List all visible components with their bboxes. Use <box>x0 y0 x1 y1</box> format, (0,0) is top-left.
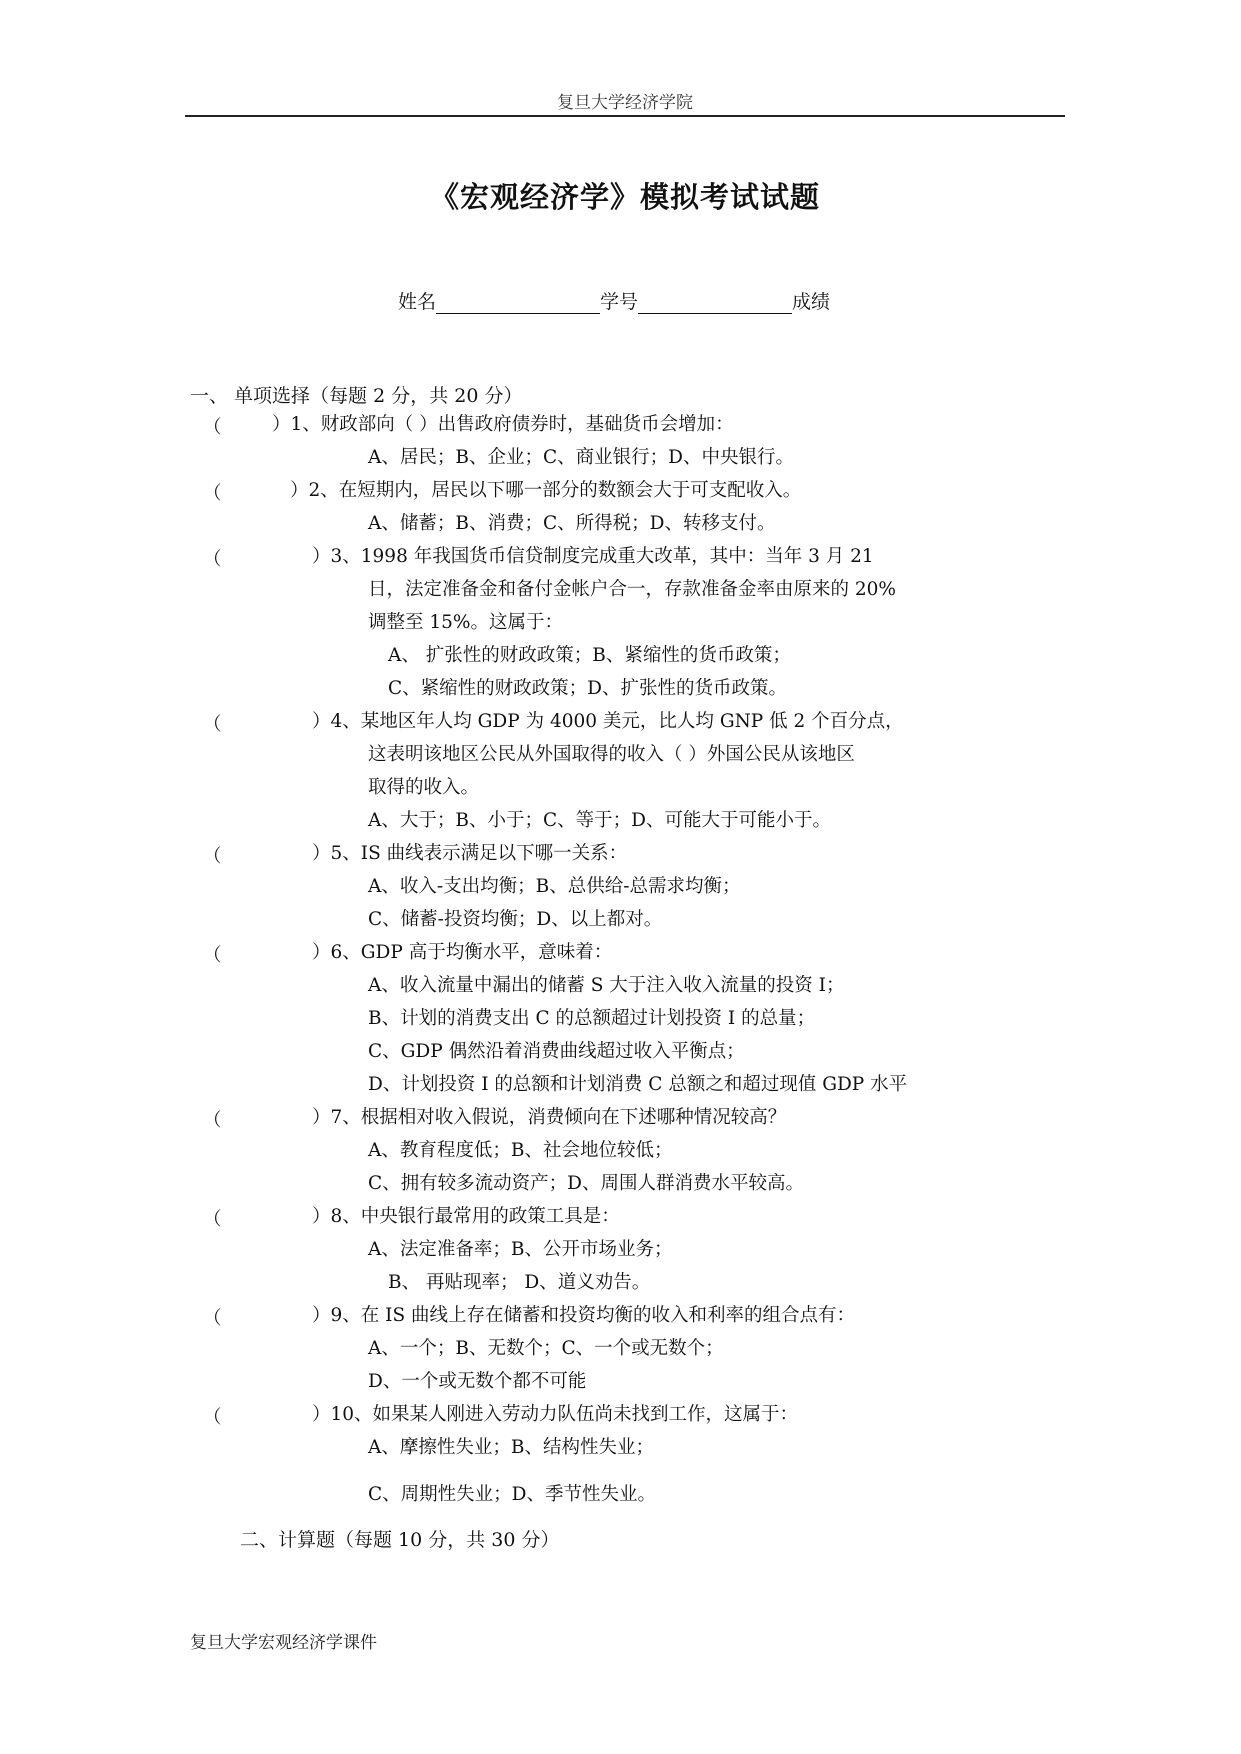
question-option: A、一个；B、无数个；C、一个或无数个； <box>368 1338 724 1359</box>
question-stem: ）6、GDP 高于均衡水平，意味着： <box>312 942 613 963</box>
question-stem-continued: 调整至 15%。这属于： <box>368 612 564 633</box>
exam-title: 《宏观经济学》模拟考试试题 <box>429 180 820 214</box>
name-blank[interactable] <box>436 293 600 314</box>
student-info-line <box>398 287 830 314</box>
question-option: B、计划的消费支出 C 的总额超过计划投资 I 的总量； <box>368 1008 816 1029</box>
question-option: A、 扩张性的财政政策；B、紧缩性的货币政策； <box>388 645 791 666</box>
score-label: 成绩 <box>792 291 831 313</box>
question-stem: ）4、某地区年人均 GDP 为 4000 美元，比人均 GNP 低 2 个百分点， <box>312 711 904 732</box>
page-footer: 复旦大学宏观经济学课件 <box>190 1633 377 1653</box>
student-id-blank[interactable] <box>638 293 792 314</box>
answer-paren: （ <box>203 417 222 438</box>
answer-paren: （ <box>203 1407 222 1428</box>
answer-paren: （ <box>203 483 222 504</box>
question-stem: ）7、根据相对收入假说，消费倾向在下述哪种情况较高？ <box>312 1107 787 1128</box>
question-option: C、周期性失业；D、季节性失业。 <box>368 1484 656 1505</box>
question-option: C、GDP 偶然沿着消费曲线超过收入平衡点； <box>368 1041 745 1062</box>
answer-paren: （ <box>203 549 222 570</box>
question-stem: ）1、财政部向（ ）出售政府债券时，基础货币会增加： <box>272 414 734 435</box>
answer-paren: （ <box>203 1110 222 1131</box>
question-stem: ）9、在 IS 曲线上存在储蓄和投资均衡的收入和利率的组合点有： <box>312 1305 856 1326</box>
question-option: D、一个或无数个都不可能 <box>368 1371 587 1392</box>
question-stem: ）10、如果某人刚进入劳动力队伍尚未找到工作，这属于： <box>312 1404 799 1425</box>
question-option: A、大于；B、小于；C、等于；D、可能大于可能小于。 <box>368 810 831 831</box>
student-id-label: 学号 <box>600 291 639 313</box>
question-option: D、计划投资 I 的总额和计划消费 C 总额之和超过现值 GDP 水平 <box>368 1074 908 1095</box>
header-rule <box>185 115 1065 117</box>
question-option: B、 再贴现率； D、道义劝告。 <box>388 1272 651 1293</box>
question-option: A、储蓄；B、消费；C、所得税；D、转移支付。 <box>368 513 776 534</box>
answer-paren: （ <box>203 1209 222 1230</box>
question-stem-continued: 取得的收入。 <box>368 777 480 798</box>
question-stem: ）3、1998 年我国货币信贷制度完成重大改革，其中：当年 3 月 21 <box>312 546 874 567</box>
question-option: C、拥有较多流动资产；D、周围人群消费水平较高。 <box>368 1173 804 1194</box>
section-2-title: 二、计算题（每题 10 分，共 30 分） <box>240 1529 560 1551</box>
question-option: A、居民；B、企业；C、商业银行；D、中央银行。 <box>368 447 794 468</box>
question-option: A、收入流量中漏出的储蓄 S 大于注入收入流量的投资 I； <box>368 975 845 996</box>
answer-paren: （ <box>203 846 222 867</box>
answer-paren: （ <box>203 1308 222 1329</box>
name-label: 姓名 <box>398 291 437 313</box>
question-option: A、法定准备率；B、公开市场业务； <box>368 1239 673 1260</box>
section-1-title: 一、 单项选择（每题 2 分，共 20 分） <box>190 385 523 407</box>
question-option: A、教育程度低；B、社会地位较低； <box>368 1140 673 1161</box>
question-option: A、摩擦性失业；B、结构性失业； <box>368 1437 654 1458</box>
page-header: 复旦大学经济学院 <box>557 93 693 113</box>
question-stem: ）8、中央银行最常用的政策工具是： <box>312 1206 620 1227</box>
answer-paren: （ <box>203 714 222 735</box>
question-stem-continued: 这表明该地区公民从外国取得的收入（ ）外国公民从该地区 <box>368 744 855 765</box>
answer-paren: （ <box>203 945 222 966</box>
question-stem-continued: 日，法定准备金和备付金帐户合一，存款准备金率由原来的 20% <box>368 579 897 600</box>
question-stem: ）5、IS 曲线表示满足以下哪一关系： <box>312 843 628 864</box>
question-option: C、紧缩性的财政政策；D、扩张性的货币政策。 <box>388 678 787 699</box>
question-option: A、收入-支出均衡；B、总供给-总需求均衡； <box>368 876 741 897</box>
question-stem: ）2、在短期内，居民以下哪一部分的数额会大于可支配收入。 <box>290 480 802 501</box>
question-option: C、储蓄-投资均衡；D、以上都对。 <box>368 909 663 930</box>
